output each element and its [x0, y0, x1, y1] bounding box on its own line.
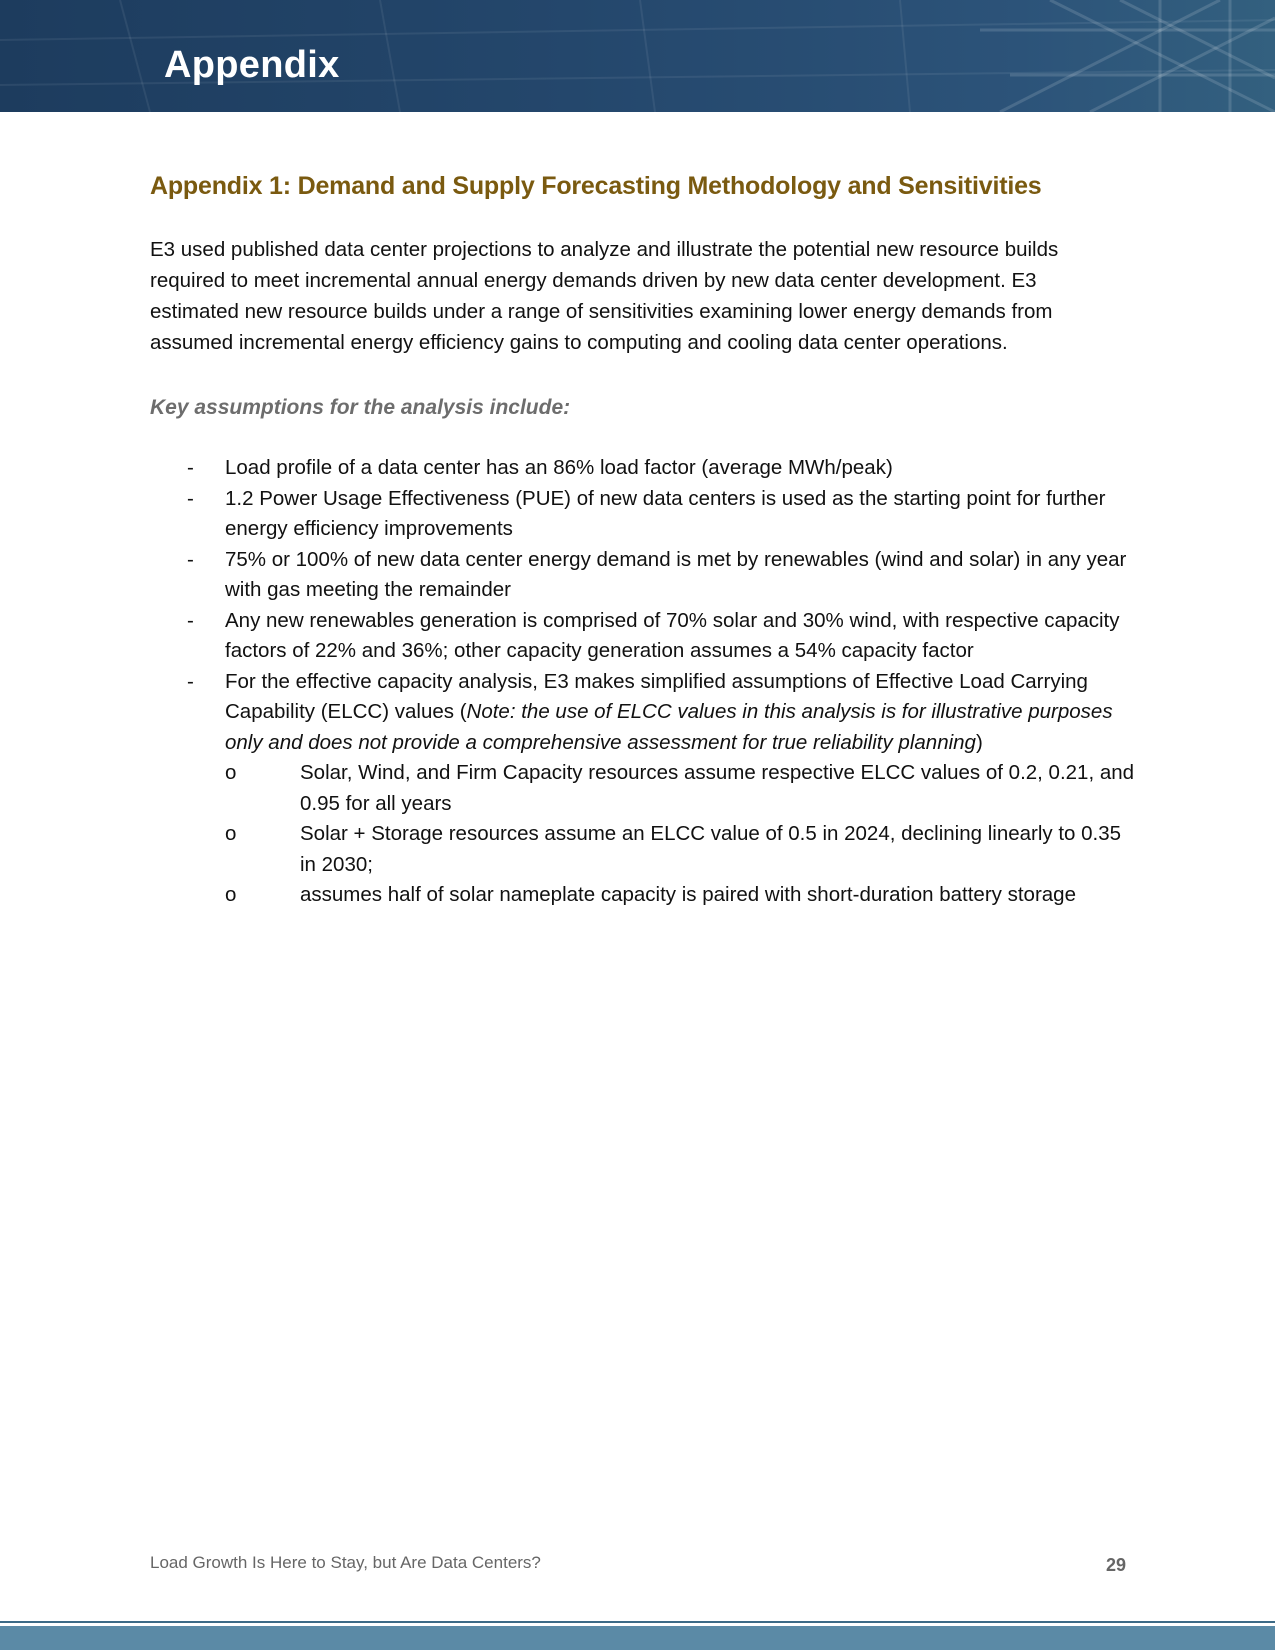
list-item-elcc	[150, 667, 1140, 911]
list-item-text: Load profile of a data center has an 86% load factor (average MWh/peak)	[225, 456, 893, 479]
bullet-dash: -	[187, 669, 194, 693]
footer-divider	[0, 1621, 1275, 1623]
page-number: 29	[1105, 1555, 1126, 1575]
sub-bullet-marker: o	[225, 883, 237, 906]
sub-list-item	[225, 758, 1140, 819]
sub-list-item-text: assumes half of solar nameplate capacity is paired with short-duration battery storage	[300, 883, 1076, 906]
key-assumptions-heading: Key assumptions for the analysis include:	[150, 396, 571, 419]
list-item	[150, 484, 1140, 545]
footer-bar	[0, 1626, 1275, 1650]
sub-list-item	[225, 880, 1140, 911]
list-item-text: 1.2 Power Usage Effectiveness (PUE) of new data centers is used as the starting point for further energy efficiency improvements	[225, 486, 1106, 540]
bullet-dash: -	[187, 547, 194, 571]
intro-paragraph: E3 used published data center projections to analyze and illustrate the potential new resource builds required to meet incremental annual energy demands driven by new data center development. E3 estimated new resource builds under a range of sensitivities examining lower energy demands from assumed incremental energy efficiency gains to computing and cooling data center operations.	[150, 238, 1059, 354]
header-banner	[0, 0, 1275, 112]
list-item-text: 75% or 100% of new data center energy demand is met by renewables (wind and solar) in any year with gas meeting the remainder	[225, 547, 1127, 601]
sub-bullet-marker: o	[225, 761, 237, 784]
list-item	[150, 453, 1140, 484]
sub-bullet-marker: o	[225, 822, 237, 845]
list-item	[150, 606, 1140, 667]
section-heading: Appendix 1: Demand and Supply Forecasting Methodology and Sensitivities	[150, 172, 1042, 200]
sub-list-item-text: Solar + Storage resources assume an ELCC value of 0.5 in 2024, declining linearly to 0.35 in 2030;	[300, 822, 1122, 876]
list-item-text: Any new renewables generation is comprised of 70% solar and 30% wind, with respective capacity factors of 22% and 36%; other capacity generation assumes a 54% capacity factor	[225, 608, 1120, 662]
bullet-dash: -	[187, 486, 194, 510]
footer-document-title: Load Growth Is Here to Stay, but Are Data Centers?	[150, 1553, 541, 1572]
bullet-dash: -	[187, 608, 194, 632]
banner-title: Appendix	[164, 44, 340, 86]
elcc-close: )	[975, 730, 983, 754]
bullet-dash: -	[187, 456, 194, 479]
sub-list-item-text: Solar, Wind, and Firm Capacity resources assume respective ELCC values of 0.2, 0.21, and 0.95 for all years	[300, 761, 1135, 815]
elcc-text: For the effective capacity analysis, E3 makes simplified assumptions of Effective Load Carrying Capability (ELCC) values (	[225, 669, 1088, 723]
list-item	[150, 545, 1140, 606]
sub-list-item	[225, 819, 1140, 880]
elcc-note: Note: the use of ELCC values in this analysis is for illustrative purposes only and does not provide a comprehensive assessment for true reliability planning	[225, 700, 1113, 754]
assumptions-list	[150, 453, 1140, 911]
